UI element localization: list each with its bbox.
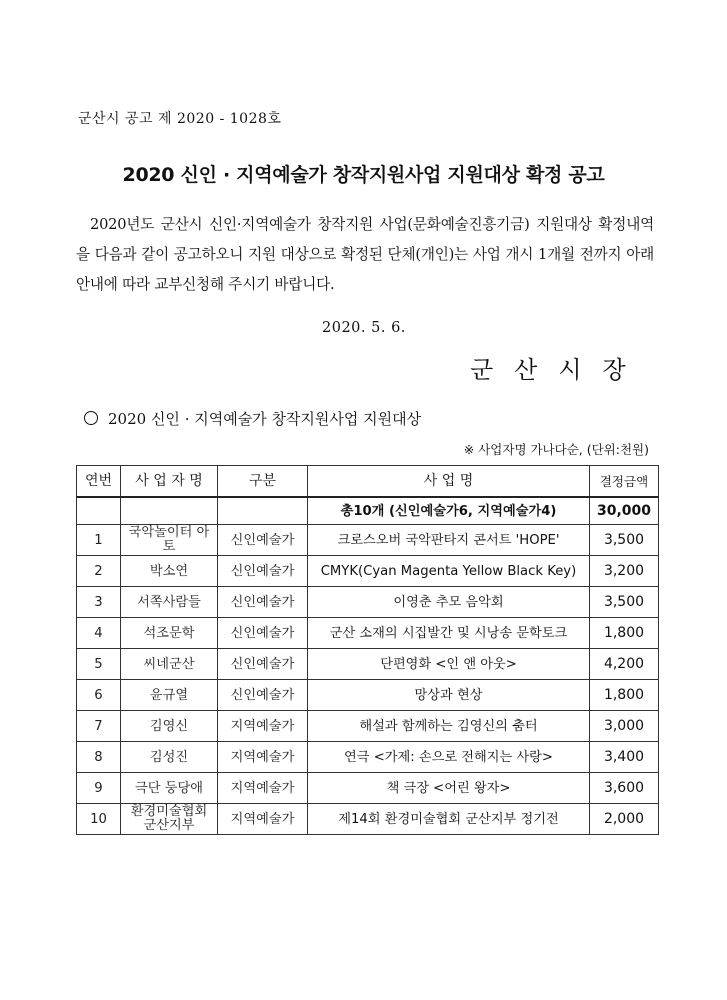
row-index: 6 xyxy=(77,680,121,711)
header-amount: 결정금액 xyxy=(590,466,659,498)
row-index: 1 xyxy=(77,525,121,556)
row-amount: 3,400 xyxy=(590,742,659,773)
table-row xyxy=(77,556,659,587)
row-category: 지역예술가 xyxy=(218,773,308,804)
row-project: 군산 소재의 시집발간 및 시낭송 문학토크 xyxy=(308,618,590,649)
signer-name: 군산시장 xyxy=(470,356,647,384)
row-category: 신인예술가 xyxy=(218,649,308,680)
circle-bullet-icon xyxy=(84,411,98,425)
row-project: 책 극장 <어린 왕자> xyxy=(308,773,590,804)
notice-date: 2020. 5. 6. xyxy=(322,320,406,336)
row-amount: 2,000 xyxy=(590,804,659,835)
row-amount: 1,800 xyxy=(590,680,659,711)
row-index: 9 xyxy=(77,773,121,804)
table-row xyxy=(77,711,659,742)
row-index: 10 xyxy=(77,804,121,835)
row-amount: 3,000 xyxy=(590,711,659,742)
row-index: 4 xyxy=(77,618,121,649)
total-index-empty xyxy=(77,497,121,525)
row-amount: 3,200 xyxy=(590,556,659,587)
row-index: 8 xyxy=(77,742,121,773)
row-project: 이영춘 추모 음악회 xyxy=(308,587,590,618)
row-category: 신인예술가 xyxy=(218,680,308,711)
row-applicant: 박소연 xyxy=(121,556,218,587)
table-row xyxy=(77,618,659,649)
page-title: 2020 신인 · 지역예술가 창작지원사업 지원대상 확정 공고 xyxy=(122,164,605,186)
table-row xyxy=(77,742,659,773)
row-applicant: 김성진 xyxy=(121,742,218,773)
total-label: 총10개 (신인예술가6, 지역예술가4) xyxy=(308,497,590,525)
total-category-empty xyxy=(218,497,308,525)
header-project: 사 업 명 xyxy=(308,466,590,498)
row-category: 지역예술가 xyxy=(218,711,308,742)
row-applicant: 환경미술협회 군산지부 xyxy=(121,804,218,835)
row-applicant: 씨네군산 xyxy=(121,649,218,680)
row-index: 3 xyxy=(77,587,121,618)
row-category: 신인예술가 xyxy=(218,618,308,649)
row-applicant: 서쪽사람들 xyxy=(121,587,218,618)
table-row xyxy=(77,680,659,711)
row-project: 해설과 함께하는 김영신의 춤터 xyxy=(308,711,590,742)
total-amount: 30,000 xyxy=(590,497,659,525)
row-category: 신인예술가 xyxy=(218,525,308,556)
row-amount: 3,500 xyxy=(590,525,659,556)
section-title: 2020 신인 · 지역예술가 창작지원사업 지원대상 xyxy=(108,410,422,428)
row-project: CMYK(Cyan Magenta Yellow Black Key) xyxy=(308,556,590,587)
row-index: 5 xyxy=(77,649,121,680)
row-category: 지역예술가 xyxy=(218,742,308,773)
header-index: 연번 xyxy=(77,466,121,498)
table-row xyxy=(77,649,659,680)
row-project: 크로스오버 국악판타지 콘서트 'HOPE' xyxy=(308,525,590,556)
row-project: 제14회 환경미술협회 군산지부 정기전 xyxy=(308,804,590,835)
section-heading xyxy=(84,408,421,429)
total-row xyxy=(77,497,659,525)
row-index: 7 xyxy=(77,711,121,742)
row-applicant: 김영신 xyxy=(121,711,218,742)
header-applicant: 사 업 자 명 xyxy=(121,466,218,498)
row-applicant: 석조문학 xyxy=(121,618,218,649)
table-row xyxy=(77,525,659,556)
row-project: 단편영화 <인 앤 아웃> xyxy=(308,649,590,680)
total-applicant-empty xyxy=(121,497,218,525)
row-category: 신인예술가 xyxy=(218,556,308,587)
table-row xyxy=(77,587,659,618)
table-row xyxy=(77,773,659,804)
row-applicant: 국악놀이터 아토 xyxy=(121,525,218,556)
table-row xyxy=(77,804,659,835)
row-applicant: 윤규열 xyxy=(121,680,218,711)
row-category: 지역예술가 xyxy=(218,804,308,835)
row-amount: 3,600 xyxy=(590,773,659,804)
row-project: 연극 <가제: 손으로 전해지는 사랑> xyxy=(308,742,590,773)
table-note: ※ 사업자명 가나다순, (단위:천원) xyxy=(463,442,649,457)
notice-number: 군산시 공고 제 2020 - 1028호 xyxy=(78,111,282,127)
row-amount: 1,800 xyxy=(590,618,659,649)
support-table xyxy=(76,465,659,835)
table-header-row xyxy=(77,466,659,498)
row-project: 망상과 현상 xyxy=(308,680,590,711)
row-applicant: 극단 둥당애 xyxy=(121,773,218,804)
row-index: 2 xyxy=(77,556,121,587)
header-category: 구분 xyxy=(218,466,308,498)
row-category: 신인예술가 xyxy=(218,587,308,618)
row-amount: 3,500 xyxy=(590,587,659,618)
notice-body: 2020년도 군산시 신인·지역예술가 창작지원 사업(문화예술진흥기금) 지원대상 확정내역을 다음과 같이 공고하오니 지원 대상으로 확정된 단체(개인)는 사업 개시 1개월 전까지 아래 안내에 따라 교부신청해 주시기 바랍니다. xyxy=(76,216,654,293)
row-amount: 4,200 xyxy=(590,649,659,680)
